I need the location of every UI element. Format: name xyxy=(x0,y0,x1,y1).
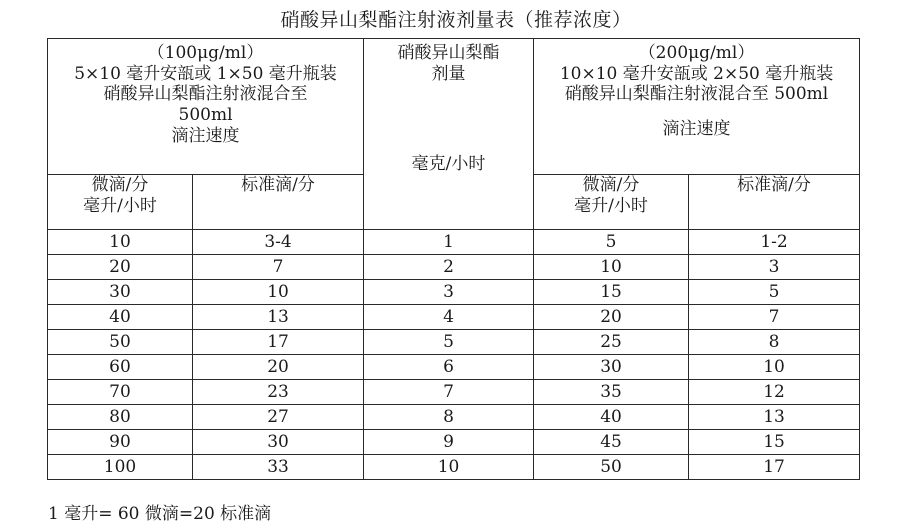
table-body xyxy=(48,230,860,480)
table-row xyxy=(48,430,860,455)
cell-left-standard-drops: 3-4 xyxy=(193,230,364,255)
header-100ug-volume: 500ml xyxy=(178,105,233,126)
cell-left-microdrops: 20 xyxy=(48,255,193,280)
header-100ug-package: 5×10 毫升安瓿或 1×50 毫升瓶装 xyxy=(74,63,337,84)
header-200ug-package: 10×10 毫升安瓿或 2×50 毫升瓶装 xyxy=(559,63,834,84)
header-dose-label: 剂量 xyxy=(431,63,466,84)
table-row xyxy=(48,405,860,430)
cell-right-microdrops: 10 xyxy=(534,255,689,280)
cell-right-standard-drops: 13 xyxy=(689,405,860,430)
cell-right-standard-drops: 17 xyxy=(689,455,860,480)
cell-dose-mg: 8 xyxy=(364,405,534,430)
cell-right-microdrops: 30 xyxy=(534,355,689,380)
cell-dose-mg: 10 xyxy=(364,455,534,480)
cell-dose-mg: 9 xyxy=(364,430,534,455)
cell-left-standard-drops: 13 xyxy=(193,305,364,330)
cell-left-standard-drops: 17 xyxy=(193,330,364,355)
header-dose-unit: 毫克/小时 xyxy=(411,154,486,175)
table-row xyxy=(48,355,860,380)
cell-dose-mg: 2 xyxy=(364,255,534,280)
cell-left-microdrops: 40 xyxy=(48,305,193,330)
table-row xyxy=(48,280,860,305)
header-200ug-rate: 滴注速度 xyxy=(662,119,731,140)
cell-left-standard-drops: 27 xyxy=(193,405,364,430)
table-row xyxy=(48,455,860,480)
cell-right-standard-drops: 3 xyxy=(689,255,860,280)
header-right-microdrops: 微滴/分 毫升/小时 xyxy=(534,175,689,230)
cell-right-microdrops: 40 xyxy=(534,405,689,430)
cell-right-microdrops: 5 xyxy=(534,230,689,255)
table-row xyxy=(48,380,860,405)
header-left-standard-drops: 标准滴/分 xyxy=(193,175,364,230)
header-100ug-rate: 滴注速度 xyxy=(171,125,240,146)
header-100ug-concentration: （100μg/ml） xyxy=(147,43,264,63)
cell-right-standard-drops: 1-2 xyxy=(689,230,860,255)
cell-left-microdrops: 100 xyxy=(48,455,193,480)
dosage-table xyxy=(47,38,860,480)
header-100ug-mix: 硝酸异山梨酯注射液混合至 xyxy=(103,84,308,105)
header-row-groups xyxy=(48,39,860,175)
cell-dose-mg: 4 xyxy=(364,305,534,330)
header-right-standard-drops: 标准滴/分 xyxy=(689,175,860,230)
cell-left-microdrops: 60 xyxy=(48,355,193,380)
cell-right-standard-drops: 5 xyxy=(689,280,860,305)
cell-dose-mg: 5 xyxy=(364,330,534,355)
cell-right-microdrops: 25 xyxy=(534,330,689,355)
cell-right-standard-drops: 10 xyxy=(689,355,860,380)
header-dose-drug: 硝酸异山梨酯 xyxy=(397,43,500,63)
cell-right-microdrops: 15 xyxy=(534,280,689,305)
cell-left-standard-drops: 23 xyxy=(193,380,364,405)
table-row xyxy=(48,305,860,330)
footnote: 1 毫升= 60 微滴=20 标准滴 xyxy=(48,504,272,524)
cell-dose-mg: 7 xyxy=(364,380,534,405)
cell-right-standard-drops: 12 xyxy=(689,380,860,405)
cell-dose-mg: 1 xyxy=(364,230,534,255)
header-200ug-concentration: （200μg/ml） xyxy=(638,43,755,63)
table-row xyxy=(48,255,860,280)
cell-left-standard-drops: 20 xyxy=(193,355,364,380)
cell-right-standard-drops: 15 xyxy=(689,430,860,455)
table-row xyxy=(48,230,860,255)
header-100ug-group xyxy=(48,39,364,175)
header-200ug-group xyxy=(534,39,860,175)
cell-left-standard-drops: 33 xyxy=(193,455,364,480)
cell-left-microdrops: 90 xyxy=(48,430,193,455)
table-title: 硝酸异山梨酯注射液剂量表（推荐浓度） xyxy=(280,9,632,31)
header-dose xyxy=(364,39,534,230)
cell-left-standard-drops: 30 xyxy=(193,430,364,455)
cell-right-microdrops: 45 xyxy=(534,430,689,455)
cell-dose-mg: 3 xyxy=(364,280,534,305)
header-200ug-mix: 硝酸异山梨酯注射液混合至 500ml xyxy=(564,84,829,105)
cell-left-microdrops: 50 xyxy=(48,330,193,355)
cell-dose-mg: 6 xyxy=(364,355,534,380)
cell-right-microdrops: 35 xyxy=(534,380,689,405)
cell-left-microdrops: 80 xyxy=(48,405,193,430)
cell-right-microdrops: 50 xyxy=(534,455,689,480)
cell-right-standard-drops: 7 xyxy=(689,305,860,330)
cell-left-standard-drops: 7 xyxy=(193,255,364,280)
cell-right-microdrops: 20 xyxy=(534,305,689,330)
cell-right-standard-drops: 8 xyxy=(689,330,860,355)
header-left-microdrops: 微滴/分 毫升/小时 xyxy=(48,175,193,230)
cell-left-microdrops: 70 xyxy=(48,380,193,405)
cell-left-microdrops: 10 xyxy=(48,230,193,255)
cell-left-standard-drops: 10 xyxy=(193,280,364,305)
table-row xyxy=(48,330,860,355)
cell-left-microdrops: 30 xyxy=(48,280,193,305)
